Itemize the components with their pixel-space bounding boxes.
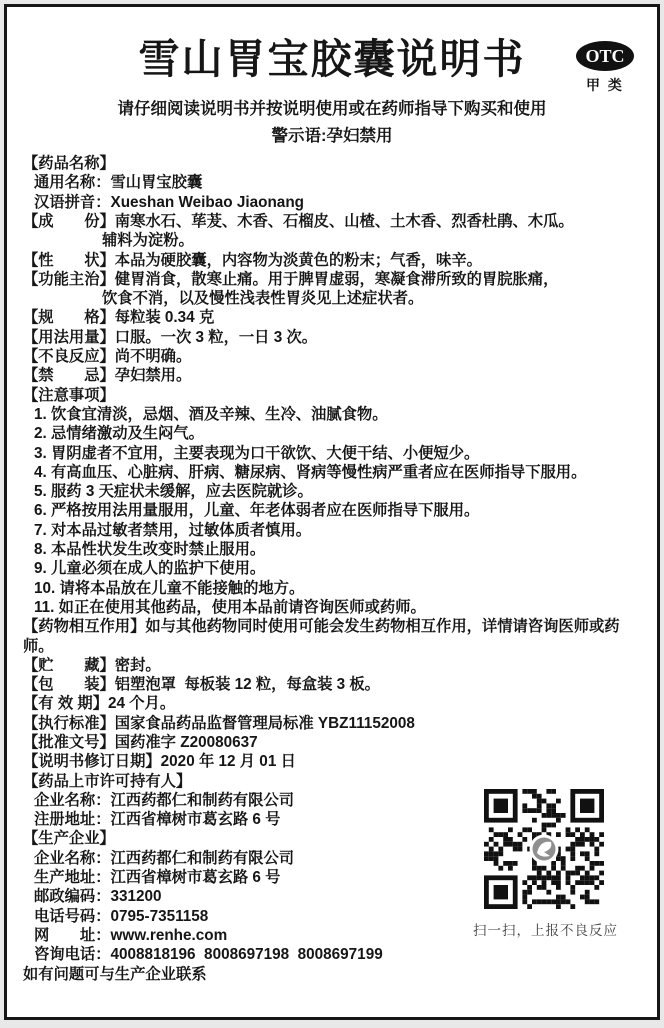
text-line: 6. 严格按用法用量服用，儿童、年老体弱者应在医师指导下服用。 xyxy=(34,502,480,520)
text-line: 【注意事项】 xyxy=(23,386,115,404)
text-line: 【包 装】铝塑泡罩 每板装 12 粒，每盒装 3 板。 xyxy=(23,676,380,694)
text-line: 网 址：www.renhe.com xyxy=(34,926,228,944)
page-title: 雪山胃宝胶囊说明书 xyxy=(138,36,526,82)
text-line: 9. 儿童必须在成人的监护下使用。 xyxy=(34,560,266,578)
text-line: 邮政编码：331200 xyxy=(34,888,162,906)
text-line: 1. 饮食宜清淡，忌烟、酒及辛辣、生冷、油腻食物。 xyxy=(34,405,388,423)
text-line: 【药物相互作用】如与其他药物同时使用可能会发生药物相互作用，详情请咨询医师或药师。 xyxy=(23,618,620,655)
otc-badge xyxy=(571,41,639,95)
text-line: 通用名称：雪山胃宝胶囊 xyxy=(34,174,203,192)
text-line: 企业名称：江西药都仁和制药有限公司 xyxy=(34,849,295,867)
leaflet-page xyxy=(4,4,660,1020)
text-line: 【用法用量】口服。一次 3 粒，一日 3 次。 xyxy=(23,328,318,346)
text-line: 【性 状】本品为硬胶囊，内容物为淡黄色的粉末；气香，味辛。 xyxy=(23,251,482,269)
text-line: 【说明书修订日期】2020 年 12 月 01 日 xyxy=(23,753,296,771)
text-line: 5. 服药 3 天症状未缓解，应去医院就诊。 xyxy=(34,483,313,501)
usage-notice: 请仔细阅读说明书并按说明使用或在药师指导下购买和使用 xyxy=(117,100,547,119)
warning-line: 警示语:孕妇禁用 xyxy=(271,127,393,146)
leaflet-header xyxy=(7,7,657,146)
text-line: 企业名称：江西药都仁和制药有限公司 xyxy=(34,791,295,809)
text-line: 【药品上市许可持有人】 xyxy=(23,772,192,790)
otc-oval-icon: OTC xyxy=(576,41,634,71)
text-line: 8. 本品性状发生改变时禁止服用。 xyxy=(34,541,266,559)
text-line: 电话号码：0795-7351158 xyxy=(34,907,209,925)
text-line: 辅料为淀粉。 xyxy=(102,232,194,250)
text-line: 汉语拼音：Xueshan Weibao Jiaonang xyxy=(34,193,305,211)
text-line: 【批准文号】国药准字 Z20080637 xyxy=(23,734,258,751)
text-line: 11. 如正在使用其他药品，使用本品前请咨询医师或药师。 xyxy=(34,598,426,616)
text-line: 【不良反应】尚不明确。 xyxy=(23,348,192,366)
text-line: 【生产企业】 xyxy=(23,830,115,848)
text-line: 【贮 藏】密封。 xyxy=(23,656,161,674)
text-line: 【规 格】每粒装 0.34 克 xyxy=(23,309,215,327)
text-line: 7. 对本品过敏者禁用，过敏体质者慎用。 xyxy=(34,521,312,539)
text-line: 2. 忌情绪激动及生闷气。 xyxy=(34,425,204,443)
qr-code-icon xyxy=(483,789,605,909)
qr-caption: 扫一扫，上报不良反应 xyxy=(473,923,618,938)
text-line: 【成 份】南寒水石、荜茇、木香、石榴皮、山楂、土木香、烈香杜鹃、木瓜。 xyxy=(23,212,574,230)
text-line: 如有问题可与生产企业联系 xyxy=(23,965,207,983)
text-line: 【禁 忌】孕妇禁用。 xyxy=(23,367,192,385)
text-line: 饮食不消，以及慢性浅表性胃炎见上述症状者。 xyxy=(102,290,424,308)
qr-block xyxy=(473,789,641,939)
text-line: 咨询电话：4008818196 8008697198 8008697199 xyxy=(34,946,383,964)
text-line: 【药品名称】 xyxy=(23,155,115,173)
text-line: 【有 效 期】24 个月。 xyxy=(23,695,176,713)
text-line: 生产地址：江西省樟树市葛玄路 6 号 xyxy=(34,869,281,887)
text-line: 10. 请将本品放在儿童不能接触的地方。 xyxy=(34,579,305,597)
text-line: 3. 胃阴虚者不宜用，主要表现为口干欲饮、大便干结、小便短少。 xyxy=(34,444,480,462)
text-line: 4. 有高血压、心脏病、肝病、糖尿病、肾病等慢性病严重者应在医师指导下服用。 xyxy=(34,463,587,481)
text-line: 【执行标准】国家食品药品监督管理局标准 YBZ11152008 xyxy=(23,714,415,732)
otc-class-label: 甲 类 xyxy=(586,77,624,93)
text-line: 注册地址：江西省樟树市葛玄路 6 号 xyxy=(34,811,281,829)
text-line: 【功能主治】健胃消食，散寒止痛。用于脾胃虚弱，寒凝食滞所致的胃脘胀痛， xyxy=(23,270,559,288)
